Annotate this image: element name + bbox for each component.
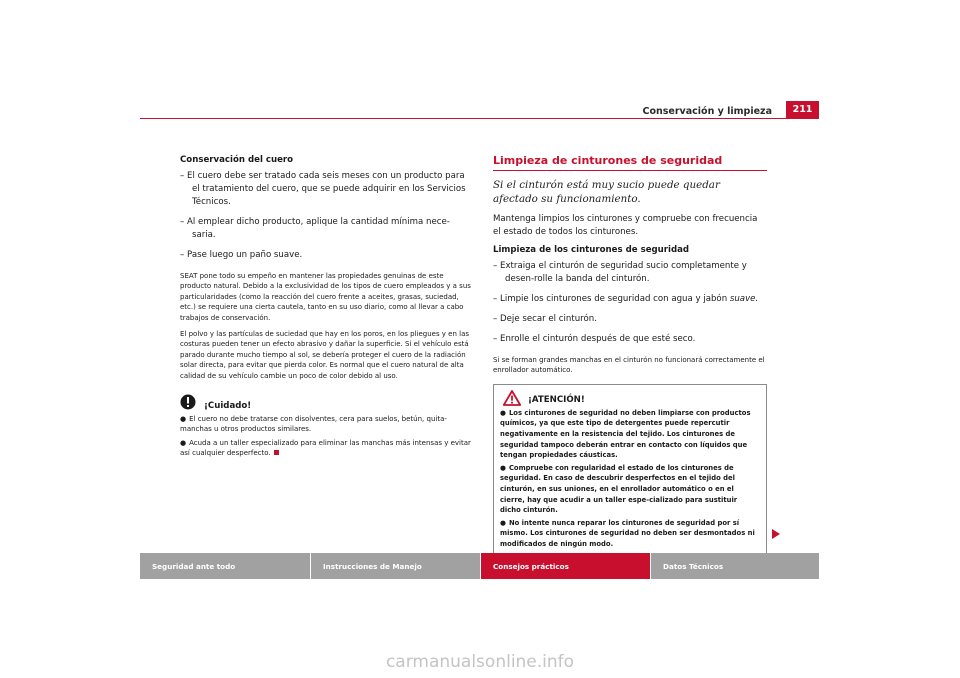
page-number: 211 (786, 101, 819, 118)
warning-bullet-2: ● Compruebe con regularidad el estado de los cinturones de seguridad. En caso de descubrir desperfectos en el tejido del cinturón, en sus uniones, en el enrollador automático o en el cierre, hay que acudir a un taller espe-cializado para sustituir dicho cinturón. (500, 463, 738, 515)
nav-tab-instrucciones[interactable]: Instrucciones de Manejo (310, 553, 481, 579)
right-column (493, 154, 767, 556)
section-end-marker (274, 450, 279, 455)
watermark: carmanualsonline.info (385, 652, 575, 672)
exclamation-circle-icon (180, 394, 196, 410)
warning-bullet-1: ● Los cinturones de seguridad no deben limpiarse con productos químicos, ya que este tipo de detergentes puede repercutir negativamente en la resistencia del tejido. Los cinturones de seguridad tampoco deberán entrar en contacto con líquidos que tengan propiedades cáusticas. (500, 408, 751, 460)
arrow-right-icon[interactable] (772, 529, 780, 539)
warning-header (500, 385, 760, 408)
leather-step-3: – Pase luego un paño suave. (180, 250, 303, 260)
left-column (180, 155, 471, 462)
belt-cleaning-subtitle: Si el cinturón está muy sucio puede quedar afectado su funcionamiento. (493, 179, 720, 205)
belt-intro: Mantenga limpios los cinturones y compruebe con frecuencia el estado de todos los cinturones. (493, 214, 758, 237)
warning-triangle-icon (503, 390, 521, 406)
leather-step-1: – El cuero debe ser tratado cada seis meses con un producto para el tratamiento del cuero, que se puede adquirir en los Servicios Técnicos. (180, 171, 466, 207)
leather-paragraph-1: SEAT pone todo su empeño en mantener las propiedades genuinas de este producto natural. Debido a la exclusividad de los tipos de cuero empleados y a sus particularidades (como la reacción del cuero frente a aceites, grasas, suciedad, etc.) se requiere una cierta cautela, tanto en su uso diario, como al llevar a cabo trabajos de conservación. (180, 272, 471, 322)
belt-step-2: – Limpie los cinturones de seguridad con agua y jabón suave. (493, 294, 759, 304)
warning-bullet-3: ● No intente nunca reparar los cinturones de seguridad por sí mismo. Los cinturones de seguridad no deben ser desmontados ni modificados de ningún modo. (500, 518, 755, 548)
belt-cleaning-subheading: Limpieza de los cinturones de seguridad (493, 245, 690, 255)
belt-step-4: – Enrolle el cinturón después de que esté seco. (493, 334, 696, 344)
leather-care-heading: Conservación del cuero (180, 155, 294, 165)
belt-step-3: – Deje secar el cinturón. (493, 314, 597, 324)
running-header-title: Conservación y limpieza (642, 106, 772, 117)
warning-title: ¡ATENCIÓN! (528, 394, 585, 405)
belt-note: Si se forman grandes manchas en el cinturón no funcionará correctamente el enrollador automático. (493, 356, 765, 375)
caution-bullet-2: ● Acuda a un taller especializado para eliminar las manchas más intensas y evitar así cualquier desperfecto. (180, 438, 471, 458)
nav-tab-seguridad[interactable]: Seguridad ante todo (140, 553, 311, 579)
header-rule (140, 118, 819, 119)
caution-bullet-1: ● El cuero no debe tratarse con disolventes, cera para suelos, betún, quita-manchas u otros productos similares. (180, 415, 447, 434)
leather-paragraph-2: El polvo y las partículas de suciedad que hay en los poros, en los pliegues y en las costuras pueden tener un efecto abrasivo y dañar la superficie. Si el vehículo está parado durante mucho tiempo al sol, se debería proteger el cuero de la radiación solar directa, para evitar que pierda color. Es normal que el cuero natural de alta calidad de su vehículo cambie un poco de color debido al uso. (180, 330, 470, 380)
caution-note-header (180, 393, 471, 411)
nav-tab-datos[interactable]: Datos Técnicos (650, 553, 819, 579)
warning-box (493, 384, 767, 556)
leather-step-2: – Al emplear dicho producto, aplique la cantidad mínima nece-saria. (180, 217, 450, 240)
caution-note-title: ¡Cuidado! (204, 401, 252, 412)
belt-cleaning-title: Limpieza de cinturones de seguridad (493, 154, 767, 171)
belt-step-1: – Extraiga el cinturón de seguridad sucio completamente y desen-rolle la banda del cinturón. (493, 261, 747, 284)
nav-tab-consejos-active[interactable]: Consejos prácticos (480, 553, 651, 579)
